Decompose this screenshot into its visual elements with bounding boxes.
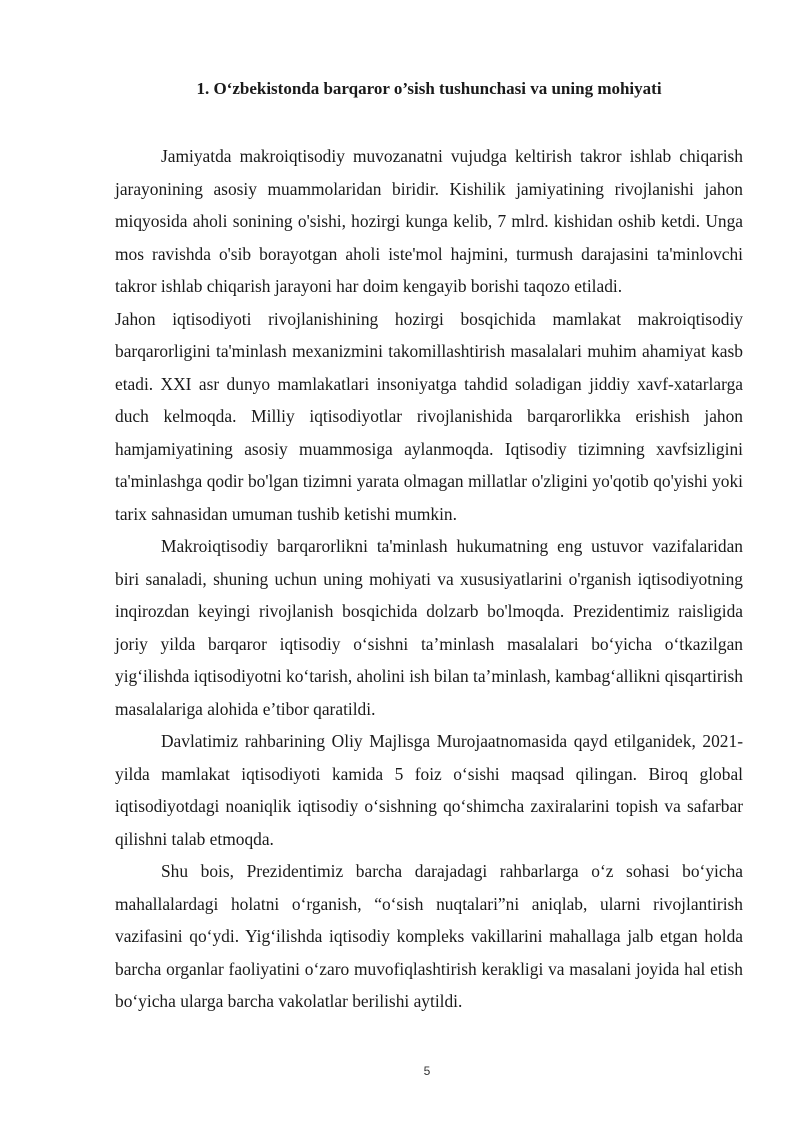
paragraph-1: Jamiyatda makroiqtisodiy muvozanatni vujudga keltirish takror ishlab chiqarish jarayonining asosiy muammolaridan biridir. Kishilik jamiyatining rivojlanishi jahon miqyosida aholi sonining o'sishi, hozirgi kunga kelib, 7 mlrd. kishidan oshib ketdi. Unga mos ravishda o'sib borayotgan aholi iste'mol hajmini, turmush darajasini ta'minlovchi takror ishlab chiqarish jarayoni har doim kengayib borishi taqozo etiladi. [115,146,743,296]
paragraph-4: Davlatimiz rahbarining Oliy Majlisga Murojaatnomasida qayd etilganidek, 2021-yilda mamlakat iqtisodiyoti kamida 5 foiz o‘sishi maqsad qilingan. Biroq global iqtisodiyotdagi noaniqlik iqtisodiy o‘sishning qo‘shimcha zaxiralarini topish va safarbar qilishni talab etmoqda. [115,731,743,849]
page-number: 5 [423,1064,431,1078]
paragraph-5: Shu bois, Prezidentimiz barcha darajadagi rahbarlarga o‘z sohasi bo‘yicha mahallalardagi holatni o‘rganish, “o‘sish nuqtalari”ni aniqlab, ularni rivojlantirish vazifasini qo‘ydi. Yig‘ilishda iqtisodiy kompleks vakillarini mahallaga jalb etgan holda barcha organlar faoliyatini o‘zaro muvofiqlashtirish kerakligi va masalani joyida hal etish bo‘yicha ularga barcha vakolatlar berilishi aytildi. [115,861,743,1011]
paragraph-3: Makroiqtisodiy barqarorlikni ta'minlash hukumatning eng ustuvor vazifalaridan biri sanaladi, shuning uchun uning mohiyati va xususiyatlarini o'rganish iqtisodiyotning inqirozdan keyingi rivojlanish bosqichida dolzarb bo'lmoqda. Prezidentimiz raisligida joriy yilda barqaror iqtisodiy o‘sishni ta’minlash masalalari bo‘yicha o‘tkazilgan yig‘ilishda iqtisodiyotni ko‘tarish, aholini ish bilan ta’minlash, kambag‘allikni qisqartirish masalalariga alohida e’tibor qaratildi. [115,536,743,719]
document-page [115,78,743,1018]
paragraph-2: Jahon iqtisodiyoti rivojlanishining hozirgi bosqichida mamlakat makroiqtisodiy barqarorligini ta'minlash mexanizmini takomillashtirish masalalari muhim ahamiyat kasb etadi. XXI asr dunyo mamlakatlari insoniyatga tahdid soladigan jiddiy xavf-xatarlarga duch kelmoqda. Milliy iqtisodiyotlar rivojlanishida barqarorlikka erishish jahon hamjamiyatining asosiy muammosiga aylanmoqda. Iqtisodiy tizimning xavfsizligini ta'minlashga qodir bo'lgan tizimni yarata olmagan millatlar o'zligini yo'qotib qo'yishi yoki tarix sahnasidan umuman tushib ketishi mumkin. [115,308,743,524]
section-heading: 1. O‘zbekistonda barqaror o’sish tushunchasi va uning mohiyati [196,79,662,98]
